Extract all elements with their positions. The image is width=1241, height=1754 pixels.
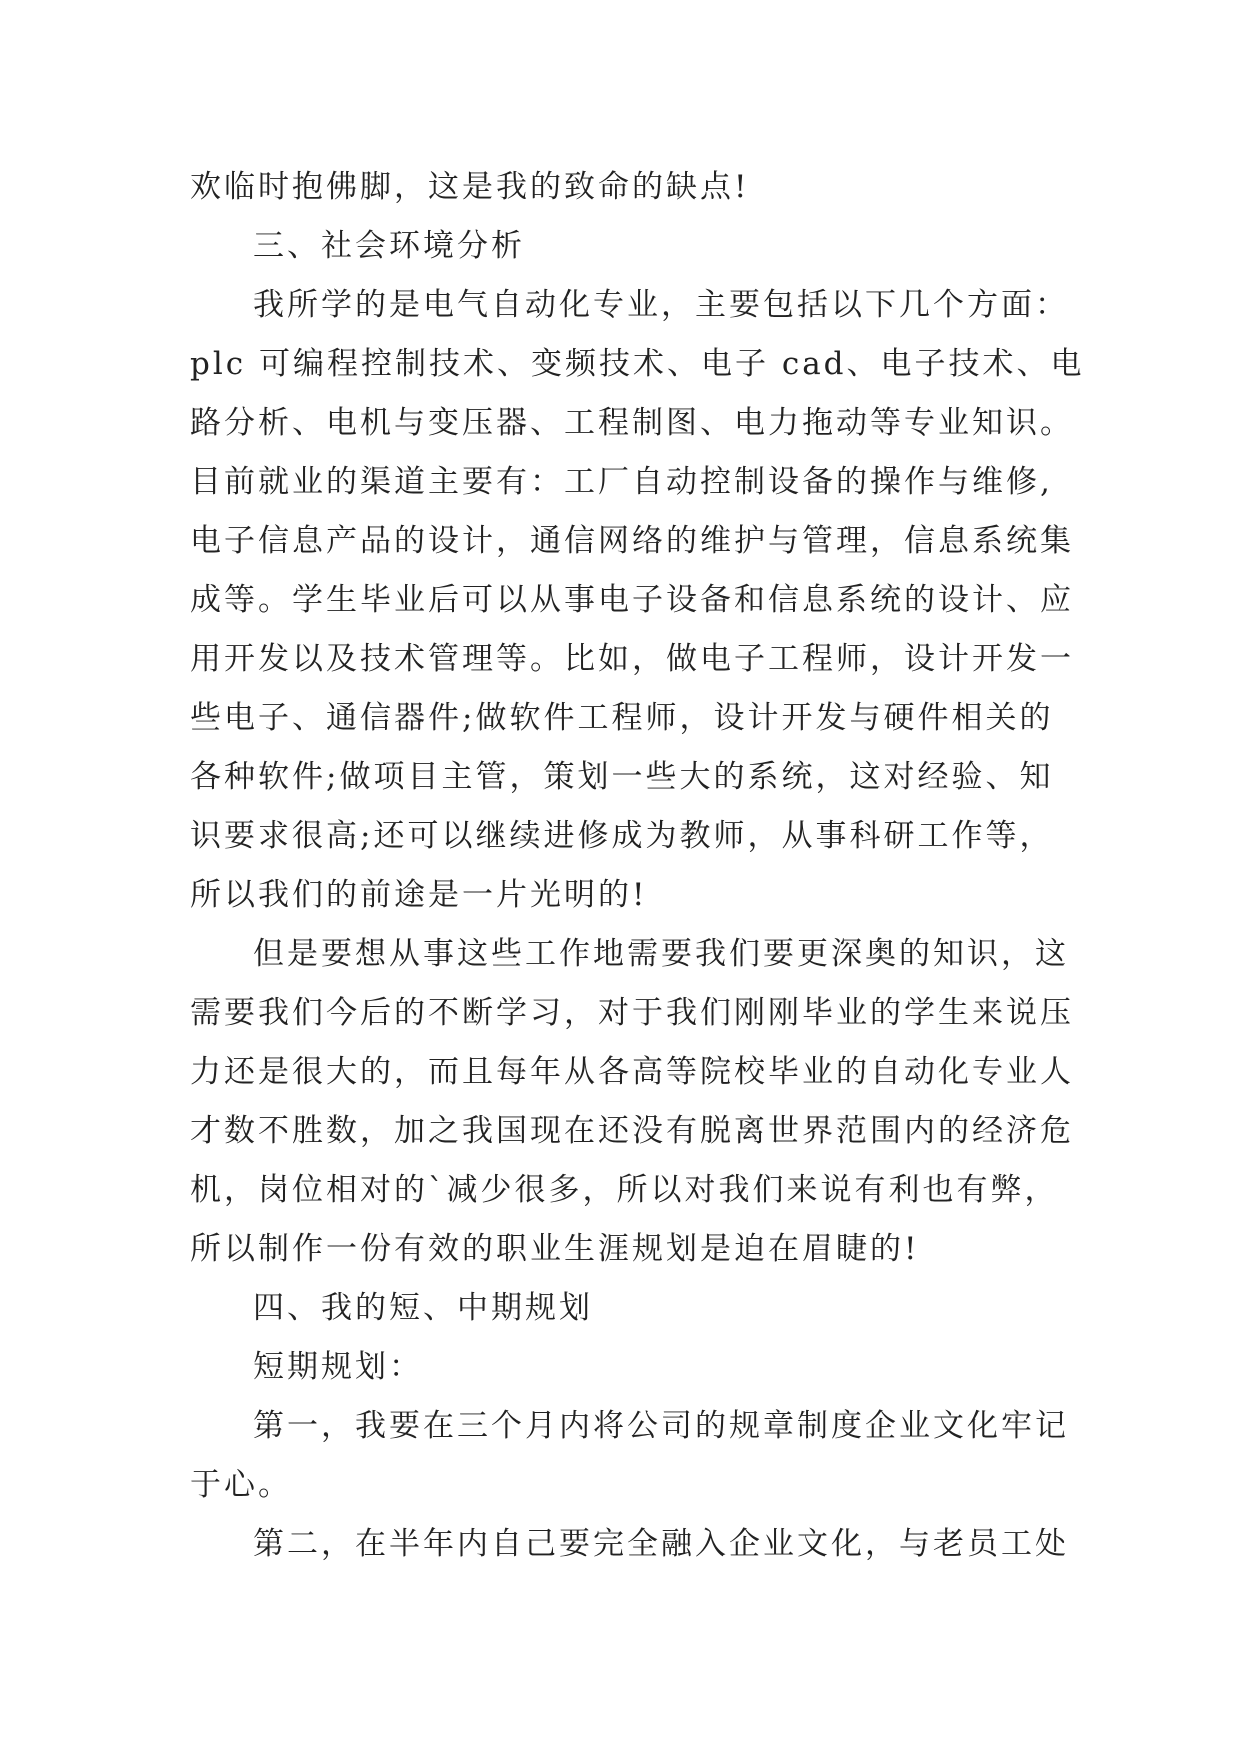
text-line: 但是要想从事这些工作地需要我们要更深奥的知识，这 (253, 936, 1069, 972)
text-line: 第一，我要在三个月内将公司的规章制度企业文化牢记 (253, 1408, 1069, 1444)
document-body (190, 158, 1085, 1574)
text-line: 电子信息产品的设计，通信网络的维护与管理，信息系统集 (190, 523, 1074, 559)
text-line: 目前就业的渠道主要有：工厂自动控制设备的操作与维修, (190, 464, 1053, 500)
text-line: 用开发以及技术管理等。比如，做电子工程师，设计开发一 (190, 641, 1074, 677)
text-line: 成等。学生毕业后可以从事电子设备和信息系统的设计、应 (190, 582, 1074, 618)
text-line: 欢临时抱佛脚，这是我的致命的缺点! (190, 169, 750, 205)
text-line: 短期规划： (253, 1349, 423, 1385)
text-line: 于心。 (190, 1467, 292, 1503)
text-line: 各种软件;做项目主管，策划一些大的系统，这对经验、知 (190, 759, 1054, 795)
text-line: 路分析、电机与变压器、工程制图、电力拖动等专业知识。 (190, 405, 1074, 441)
text-line: 需要我们今后的不断学习，对于我们刚刚毕业的学生来说压 (190, 995, 1074, 1031)
text-line: plc 可编程控制技术、变频技术、电子 cad、电子技术、电 (190, 346, 1085, 382)
text-line: 四、我的短、中期规划 (253, 1290, 593, 1326)
text-line: 所以制作一份有效的职业生涯规划是迫在眉睫的! (190, 1231, 920, 1267)
text-line: 我所学的是电气自动化专业，主要包括以下几个方面： (253, 287, 1069, 323)
text-line: 力还是很大的，而且每年从各高等院校毕业的自动化专业人 (190, 1054, 1074, 1090)
text-line: 些电子、通信器件;做软件工程师，设计开发与硬件相关的 (190, 700, 1054, 736)
text-line: 三、社会环境分析 (253, 228, 525, 264)
text-line: 识要求很高;还可以继续进修成为教师，从事科研工作等， (190, 818, 1054, 854)
text-line: 机，岗位相对的`减少很多，所以对我们来说有利也有弊， (190, 1172, 1059, 1208)
text-line: 第二，在半年内自己要完全融入企业文化，与老员工处 (253, 1526, 1069, 1562)
text-line: 所以我们的前途是一片光明的! (190, 877, 648, 913)
text-line: 才数不胜数，加之我国现在还没有脱离世界范围内的经济危 (190, 1113, 1074, 1149)
